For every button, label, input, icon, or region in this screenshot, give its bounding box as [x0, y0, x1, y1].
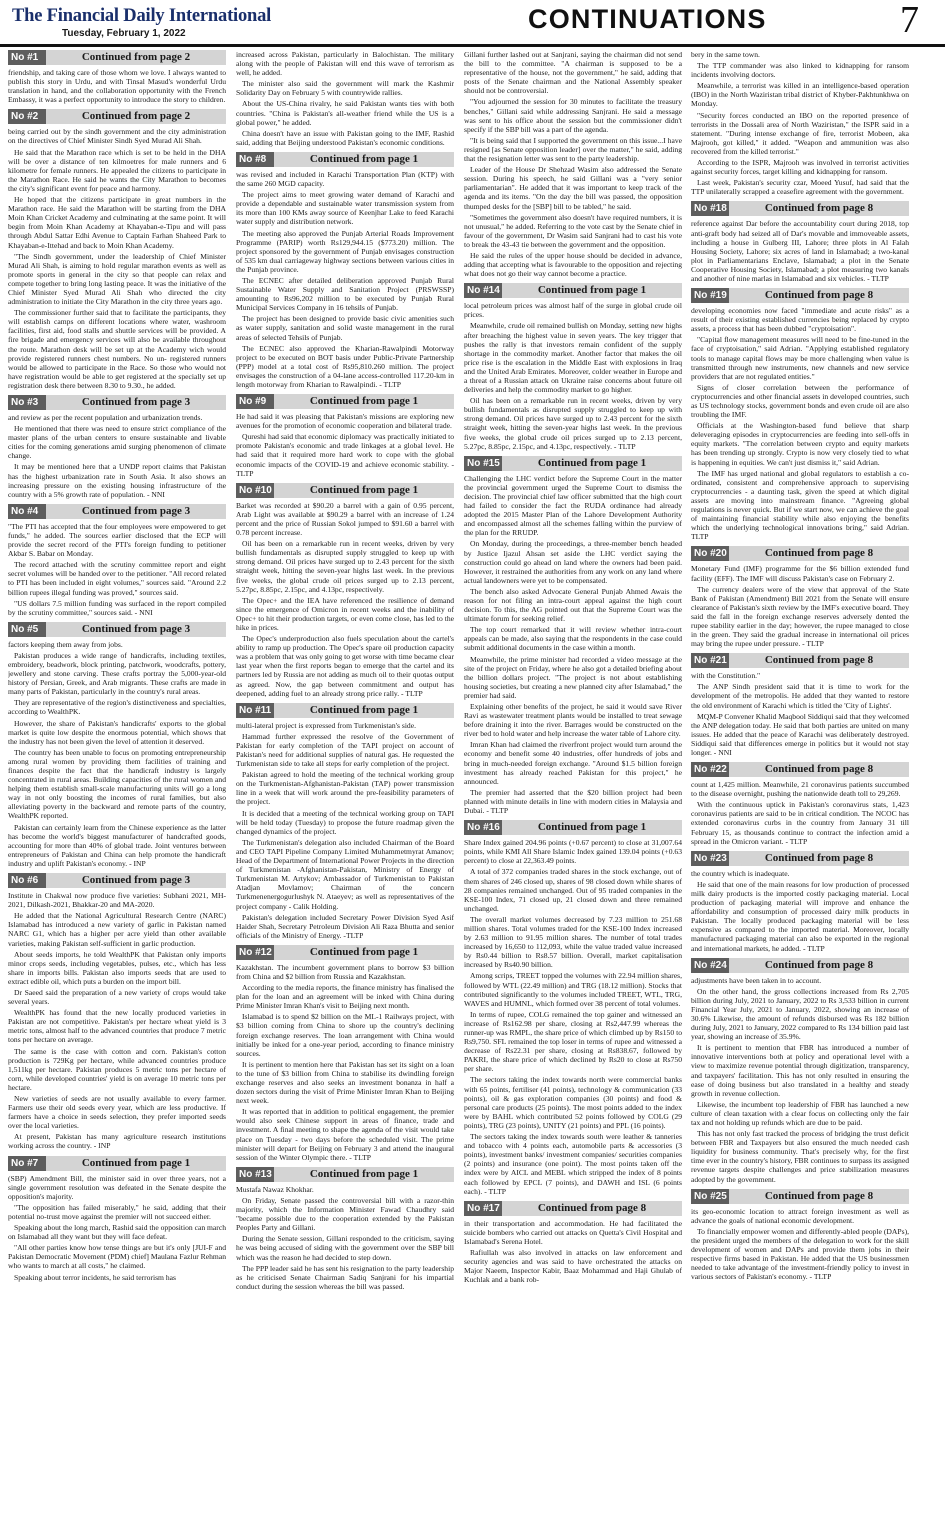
- story-title: Continued from page 1: [502, 283, 682, 298]
- story-number: No #11: [236, 703, 274, 718]
- story-paragraph: He had said it was pleasing that Pakistan's missions are exploring new avenues for the promotion of economic cooperation and bilateral trade.: [236, 412, 454, 431]
- story-paragraph: The ECNEC after detailed deliberation approved Punjab Rural Sustainable Water Supply and Sanitation Project (PRSWSSP) amounting to Rs96,202 million to be executed by Punjab Rural Municipal Services Company in 16 tehsils of Punjab.: [236, 275, 454, 313]
- story-paragraph: It is pertinent to mention here that Pakistan has set its sight on a loan to the tune of $3 billion from China to stabilise its dwindling foreign exchange reserves and also seeks an investment bonanza in half a dozen sectors during the visit of Prime Minister Imran Khan to Beijing next week.: [236, 1059, 454, 1106]
- story-paragraph: Monetary Fund (IMF) programme for the $6 billion extended fund facility (EFF). The IMF will discuss Pakistan's case on February 2.: [691, 564, 909, 583]
- news-story: [691, 201, 909, 283]
- story-paragraph: He hoped that the citizens participate in great numbers in the Marathon race. He said the Marathon will be starting from the DHA Moin Khan Cricket Academy and culminating at the same point. It will begin from Moin Khan Academy at Khayaban-e-Tipu and will pass through Abdul Sattar Edhi Avenue to Captain Farhan Shaheed Park to Khayaban-e-Ittehad and back to Moin Khan Academy.: [8, 195, 226, 250]
- news-story: [236, 483, 454, 698]
- story-title: Continued from page 1: [274, 1167, 454, 1182]
- story-paragraph: The project aims to meet growing water demand of Karachi and provide a dependable and sustainable water transmission system from its more than 100 KMs away source of Keenjhar Lake to feed Karachi water supply and distribution network.: [236, 190, 454, 227]
- story-title: Continued from page 8: [729, 1189, 909, 1204]
- story-paragraph: The premier had asserted that the $20 billion project had been planned with minute details in line with modern cities in Malaysia and Dubai. - TLTP: [464, 787, 682, 816]
- story-number: No #24: [691, 958, 729, 973]
- story-paragraph: local petroleum prices was almost half of the surge in global crude oil prices.: [464, 301, 682, 320]
- story-paragraph: On Friday, Senate passed the controversial bill with a razor-thin majority, which the Information Minister Fawad Chaudhry said "became possible due to the cooperation extended by the Pakistan Peoples Party and Gillani.: [236, 1195, 454, 1233]
- page-number: 7: [900, 0, 919, 41]
- story-paragraph: The ECNEC also approved the Kharian-Rawalpindi Motorway project to be executed on BOT basis under Public-Private Partnership (PPP) model at a total cost of Rs95,810.260 million. The project envisages the construction of a 04-lane access-controlled 117.20-km in length motorway from Kharian to Rawalpindi. - TLTP: [236, 343, 454, 389]
- story-paragraph: "The PTI has accepted that the four employees were empowered to get funds," he added. The sources earlier disclosed that the ECP will provide the secret record of the PTI's foreign funding to petitioner Akbar S. Babar on Monday.: [8, 521, 226, 559]
- story-paragraph: A total of 372 companies traded shares in the stock exchange, out of them shares of 246 closed up, shares of 98 closed down while shares of 28 companies remained unchanged. Out of 95 traded companies in the KSE-100 Index, 71 closed up, 21 closed down and three remained unchanged.: [464, 867, 682, 913]
- story-paragraph: "The opposition has failed miserably," he said, adding that their potential no-trust move against the premier will not succeed either.: [8, 1202, 226, 1221]
- story-title: Continued from page 2: [46, 109, 226, 124]
- story-paragraph: According to the media reports, the finance ministry has finalised the plan for the loan and an agreement will be inked with China during Prime Minister Imran Khan's visit to Beijing next month.: [236, 983, 454, 1011]
- news-story: [691, 762, 909, 846]
- news-story: [8, 50, 226, 104]
- story-paragraph: the country which is inadequate.: [691, 868, 790, 878]
- story-title: Continued from page 2: [46, 50, 226, 65]
- story-title: Continued from page 1: [274, 703, 454, 718]
- story-title: Continued from page 3: [46, 622, 226, 637]
- story-paragraph: The same is the case with cotton and corn. Pakistan's cotton production is 729Kg per hectare, while advanced countries produce 1,511kg per hectare. Pakistan produces 5 metric tons per hectare of corn, while developed countries' yield is on average 10 metric tons per hectare.: [8, 1046, 226, 1092]
- story-paragraph: New varieties of seeds are not usually available to every farmer. Farmers use their old seeds every year, which are less productive. If farmers have a choice in seeds selection, they prefer imported seeds over the local varieties.: [8, 1094, 226, 1131]
- story-paragraph: Explaining other benefits of the project, he said it would save River Ravi as wastewater treatment plants would be installed to treat sewage before draining it into the river. Barrages would be constructed on the river bed to hold water and help increase the water table of Lahore city.: [464, 702, 682, 739]
- story-paragraph: Pakistan's delegation included Secretary Power Division Syed Asif Haider Shah, Secretary Petroleum Division Ali Raza Bhutta and senior officials of the Ministry of Energy. -TLTP: [236, 912, 454, 940]
- story-paragraph: Pakistan produces a wide range of handicrafts, including textiles, embroidery, beadwork, block printing, patchwork, woodcrafts, pottery, jewellery and stone carving. These crafts portray the 5,000-year-old history of Persian, Greek, and Arab migrants. These crafts are made in many parts of Pakistan, particularly in the country's rural areas.: [8, 650, 226, 697]
- story-header: [236, 394, 454, 409]
- story-paragraph: Imran Khan had claimed the riverfront project would turn around the economy and benefit some 40 industries, offer hundreds of jobs and bring in much-needed foreign exchange. "Around $1.5 billion foreign investment has already reached Pakistan for this project," he announced.: [464, 740, 682, 786]
- story-paragraph: With the continuous uptick in Pakistan's coronavirus stats, 1,423 coronavirus patients are said to be in critical condition. The NCOC has extended coronavirus curbs in the country from January 31 till February 15, as thousands continue to contract the infection amid a spread in the Omicron variant. - TLTP: [691, 800, 909, 846]
- story-paragraph: Last week, Pakistan's security czar, Moeed Yusuf, had said that the TTP unilaterally scrapped a ceasefire agreement with the government.: [691, 178, 909, 197]
- story-paragraph: The currency dealers were of the view that approval of the State Bank of Pakistan (Amendment) Bill 2021 from the Senate will ensure clearance of Pakistan's sixth review by the IMF's executive board. They said the fall in the foreign exchange reserves adversely dented the rupee stability earlier in the day; however, the rupee managed to close in the green. They said the gradual increase in international oil prices may bring the rupee under pressure. - TLTP: [691, 584, 909, 649]
- story-header: [464, 820, 682, 835]
- column-3: [464, 50, 682, 1526]
- story-number: No #22: [691, 762, 729, 777]
- story-number: No #18: [691, 201, 729, 216]
- story-paragraph: (SBP) Amendment Bill, the minister said in over three years, not a single government resolution was defeated in the Senate despite the opposition's majority.: [8, 1173, 226, 1201]
- news-story: [8, 109, 226, 390]
- column-4: [691, 50, 909, 1526]
- news-story: [691, 653, 909, 757]
- story-number: No #9: [236, 394, 274, 409]
- story-paragraph: The PPP leader said he has sent his resignation to the party leadership as he criticised Senate Chairman Sadiq Sanjrani for his impartial conduct during the session whereas the bill was passed.: [236, 1263, 454, 1291]
- story-number: No #17: [464, 1201, 502, 1216]
- story-number: No #16: [464, 820, 502, 835]
- story-title: Continued from page 1: [502, 820, 682, 835]
- story-title: Continued from page 3: [46, 504, 226, 519]
- story-paragraph: Rafiullah was also involved in attacks on law enforcement and security agencies and was said to have orchestrated the attacks on Major Naeem, Inspector Kabir, Baaz Mohammad and Haji Ghulab of Kuchlak and a bank rob-: [464, 1247, 682, 1285]
- story-number: No #8: [236, 152, 274, 167]
- story-paragraph: The meeting also approved the Punjab Arterial Roads Improvement Programme (PARIP) worth Rs129,944.15 ($773.20) million. The project sponsored by the government of Punjab envisages construction of 535 km dual carriageway highway sections between various cities in the Punjab province.: [236, 228, 454, 274]
- story-paragraph: The top court remarked that it will review whether intra-court appeals can be made, also saying that the respondents in the case could submit additional documents in the case within a month.: [464, 625, 682, 653]
- story-title: Continued from page 8: [729, 288, 909, 303]
- masthead: [0, 0, 945, 44]
- story-paragraph: WealthPK has found that the new locally produced varieties in Pakistan are not competitive. Pakistan's per hectare wheat yield is 3 metric tons, almost half to the advanced countries that produce 7 metric tons per hectare on average.: [8, 1008, 226, 1045]
- story-header: [8, 873, 226, 888]
- story-paragraph: Pakistan can certainly learn from the Chinese experience as the latter has become the world's biggest manufacturer of handcrafted goods, accounting for more than 40% of global trade. Joint ventures between entrepreneurs of Pakistan and China can help promote the handicraft industry and uplift Pakistan's economy. - INP: [8, 822, 226, 868]
- story-paragraph: Gillani further lashed out at Sanjrani, saying the chairman did not send the bill to the committee. "A chairman is supposed to be a representative of the house, not the government," he said, adding that posts of the Senate chairman and the National Assembly speaker should not be controversial.: [464, 50, 682, 96]
- story-paragraph: Institute in Chakwal now produce five varieties: Subhani 2021, MH-2021, Dilkash-2021, Bhakkar-20 and MA-2020.: [8, 891, 226, 910]
- story-header: [236, 945, 454, 960]
- story-paragraph: with the Constitution.": [691, 671, 761, 681]
- story-paragraph: He added that the National Agricultural Research Centre (NARC) Islamabad has introduced a new variety of garlic in Pakistan named NARC G1, which has a higher per acre yield than other available varieties, making Pakistan self-sufficient in garlic production.: [8, 911, 226, 948]
- story-header: [8, 50, 226, 65]
- story-paragraph: in their transportation and accommodation. He had facilitated the suicide bombers who carried out attacks on Quetta's Civil Hospital and Islamabad's Serena Hotel.: [464, 1218, 682, 1246]
- news-story: [464, 820, 682, 1196]
- story-title: Continued from page 1: [502, 456, 682, 471]
- story-paragraph: At present, Pakistan has many agriculture research institutions working across the country. - INP: [8, 1132, 226, 1151]
- story-paragraph: "The Sindh government, under the leadership of Chief Minister Murad Ali Shah, is aiming to hold regular marathon events as well as promote sports in general in the city so that people can relax and compete together to bring long lasting peace. It was the initiative of the Chief Minister Syed Murad Ali Shah who directed the city administration to initiate the City Marathon in the city three years ago.: [8, 251, 226, 307]
- story-paragraph: "Sometimes the government also doesn't have required numbers, it is not unusual," he added. Referring to the vote cast by the Senate chief in favour of the government, Dr Wasim said Sanjrani had to cast his vote to break the 43-43 tie between the government and the opposition.: [464, 212, 682, 249]
- story-paragraph: He said that one of the main reasons for low production of processed milk dairy products is the imported costly packaging material. Local production of packaging material will improve and enhance the affordability and consumption of processed dairy milk products in Pakistan. The locally produced packaging material will be less expensive as compared to the imported material. Moreover, locally manufactured packaging material can also be exported in the regional and international markets, he added. - TLTP: [691, 879, 909, 953]
- story-paragraph: Likewise, the incumbent top leadership of FBR has launched a new culture of clean taxation with a clear focus on collecting only the fair tax and not holding up refunds which are due to be paid.: [691, 1099, 909, 1127]
- story-number: No #10: [236, 483, 274, 498]
- story-header: [8, 622, 226, 637]
- news-story: [8, 622, 226, 868]
- story-paragraph: "It is being said that I supported the government on this issue...I have resigned [as Senate opposition leader] over the matter," he said, adding that the resignation letter was sent to the party leadership.: [464, 135, 682, 164]
- story-title: Continued from page 8: [729, 958, 909, 973]
- story-paragraph: He said that the Marathon race which is set to be held in the DHA will be over a distance of ten kilmoetres for male runners and 6 kilometre for female runners. He appealed the citizens to participate in the Marathon Race. He said he wants the City Marathon to becomes the city's significant event for peace and harmony.: [8, 147, 226, 193]
- news-story: [691, 958, 909, 1184]
- news-story: [8, 395, 226, 499]
- story-paragraph: bery in the same town.: [691, 50, 760, 59]
- story-paragraph: He mentioned that there was need to ensure strict compliance of the master plans of the urban centers to ensure sustainable and livable cities for the coming generations amid surging phenomenon of climate change.: [8, 424, 226, 461]
- story-paragraph: The Turkmenistan's delegation also included Chairman of the Board and CEO TAPI Pipeline Company Limited Muhammetmyrat Amanov; Head of the Department of International Power Projects in the direction of Turkmenistan -Afghanistan-Pakistan, Ministry of Energy of Turkmenistan M. Artykov; Ambassador of Turkmenistan to Pakistan Atadjan Movlamov; Chairman of the concern Turkmenenergogurlushyk N. Ataeyev; as well as representatives of the project company - Calik Holding.: [236, 837, 454, 911]
- news-story: [464, 456, 682, 815]
- column-1: [8, 50, 226, 1526]
- story-header: [691, 958, 909, 973]
- story-number: No #20: [691, 546, 729, 561]
- story-header: [236, 483, 454, 498]
- news-story: [236, 945, 454, 1162]
- story-title: Continued from page 8: [729, 762, 909, 777]
- story-paragraph: The record attached with the scrutiny committee report and eight secret volumes will be handed over to the petitioner. "All record related to PTI has been included in eight volumes," sources said. "Around 2.2 billion rupees illegal funding was proved," sources said.: [8, 560, 226, 597]
- news-story: [691, 50, 909, 196]
- story-title: Continued from page 8: [729, 851, 909, 866]
- story-title: Continued from page 8: [729, 546, 909, 561]
- story-paragraph: Speaking about the long march, Rashid said the opposition can march on Islamabad all they want but they will face defeat.: [8, 1223, 226, 1242]
- story-paragraph: "You adjourned the session for 30 minutes to facilitate the treasury benches," Gillani said while addressing Sanjrani. He said a message was sent to his office about the session but the commissioner didn't specify if the SBP bill was a part of the agenda.: [464, 97, 682, 134]
- story-title: Continued from page 1: [274, 394, 454, 409]
- story-title: Continued from page 1: [46, 1156, 226, 1171]
- story-title: Continued from page 8: [729, 653, 909, 668]
- story-paragraph: being carried out by the sindh government and the city administration on the directives of Chief Minister Sindh Syed Murad Ali Shah.: [8, 127, 226, 146]
- story-paragraph: About the US-China rivalry, he said Pakistan wants ties with both countries. "China is Pakistan's all-weather friend while the US is a global power," he added.: [236, 99, 454, 127]
- story-header: [691, 762, 909, 777]
- story-paragraph: On Monday, during the proceedings, a three-member bench headed by Justice Ijazul Ahsan set aside the LHC verdict saying the construction could go ahead on land where the owners had been paid. However, it restrained the authorities from any work on any land where actual landowners were yet to be compensated.: [464, 539, 682, 585]
- news-story: [691, 851, 909, 953]
- story-header: [691, 201, 909, 216]
- story-number: No #15: [464, 456, 502, 471]
- story-number: No #6: [8, 873, 46, 888]
- story-paragraph: MQM-P Convener Khalid Maqbool Siddiqui said that they welcomed the ANP delegation today. He said that both parties are united on many issues. He added that the peace of Karachi was deliberately destroyed. Siddiqui said that differences emerge in politics but it would not stay longer. - NNI: [691, 711, 909, 757]
- story-number: No #5: [8, 622, 46, 637]
- story-paragraph: Share Index gained 204.96 points (+0.67 percent) to close at 31,007.64 points, while KMI All Share Islamic Index gained 139.04 points (+0.63 percent) to close at 22,363.49 points.: [464, 838, 682, 866]
- story-header: [464, 1201, 682, 1216]
- story-number: No #3: [8, 395, 46, 410]
- story-paragraph: developing economies now faced "immediate and acute risks" as a result of their existing established currencies being replaced by crypto assets, a process that has been dubbed "cryptoisation".: [691, 306, 909, 334]
- story-paragraph: However, the share of Pakistan's handicrafts' exports to the global market is quite low despite the enormous potential, which shows that the industry has not been given the level of attention it deserved.: [8, 718, 226, 746]
- story-paragraph: The minister also said the government will mark the Kashmir Solidarity Day on February 5 with countrywide rallies.: [236, 79, 454, 98]
- story-paragraph: Dr Saeed said the preparation of a new variety of crops would take several years.: [8, 987, 226, 1007]
- story-header: [236, 703, 454, 718]
- story-paragraph: The sectors taking the index towards north were commercial banks with 65 points, fertiliser (41 points), technology & communication (33 points), oil & gas exploration companies (30 points) and food & personal care products (25 points). The most points added to the index were by BAHL which contributed 52 points followed by COLG (29 points), TRG (23 points), UNITY (21 points) and PPL (16 points).: [464, 1075, 682, 1130]
- news-story: [691, 546, 909, 648]
- story-paragraph: It is decided that a meeting of the technical working group on TAPI will be held today (Tuesday) to propose the future roadmap given the changed dynamics of the project.: [236, 808, 454, 836]
- story-paragraph: Speaking about terror incidents, he said terrorism has: [14, 1272, 176, 1282]
- story-number: No #4: [8, 504, 46, 519]
- story-paragraph: "Security forces conducted an IBO on the reported presence of terrorists in the Dossali area of North Waziristan," the ISPR said in a statement. "During intense exchange of fire, terrorist Mobeen, aka Majrooh, got killed," it added. "Weapon and ammunition was also recovered from the killed terrorist.": [691, 110, 909, 156]
- story-number: No #2: [8, 109, 46, 124]
- story-paragraph: factors keeping them away from jobs.: [8, 639, 123, 649]
- story-paragraph: In terms of rupee, COLG remained the top gainer and witnessed an increase of Rs162.98 per share, closing at Rs2,447.99 whereas the runner-up was RMPL, the share price of which climbed up by Rs150 to Rs9,750. SFL remained the top loser in terms of rupee and witnessed a decrease of Rs22.31 per share, closing at Rs838.67, followed by PAKRI, the share price of which declined by Rs20 to close at Rs750 per share.: [464, 1009, 682, 1074]
- story-header: [464, 456, 682, 471]
- story-paragraph: increased across Pakistan, particularly in Balochistan. The military along with the people of Pakistan will end this wave of terrorism as well, he added.: [236, 50, 454, 78]
- story-paragraph: Hammad further expressed the resolve of the Government of Pakistan for early completion of the TAPI project on account of Pakistan's need for additional supplies of natural gas. He requested the Turkmenistan side to take all steps for early completion of the project.: [236, 731, 454, 769]
- paper-name: The Financial Daily International: [12, 6, 272, 26]
- masthead-rule: [0, 44, 945, 47]
- story-paragraph: Mustafa Nawaz Khokhar.: [236, 1184, 314, 1194]
- story-paragraph: This has not only fast tracked the process of bridging the trust deficit between FBR and Taxpayers but also ensured the much needed cash liquidity for business community. That's precisely why, for the first time ever in the country's history, FBR continues to surpass its assigned revenue targets despite challenges and price stabilization measures adopted by the government.: [691, 1129, 909, 1184]
- story-paragraph: Qureshi had said that economic diplomacy was practically initiated to promote Pakistan's economic and trade linkages at a global level. He had said that it required more hard work to cope with the global economic impacts of the COVID-19 and achieve economic stability. - TLTP: [236, 432, 454, 478]
- story-paragraph: It is pertinent to mention that FBR has introduced a number of innovative interventions both at policy and operational level with a view to maximize revenue potential through digitization, transparency, and taxpayers' facilitation. This has not only resulted in ensuring the ease of doing business but also translated in a healthy and steady growth in revenue collection.: [691, 1043, 909, 1098]
- story-number: No #21: [691, 653, 729, 668]
- story-paragraph: Meanwhile, the prime minister had recorded a video message at the site of the project on Friday, where he also got a detailed briefing about the billion dollars project. "The project is not about establishing housing societies, but creating a new planned city after Islamabad," the premier had said.: [464, 654, 682, 700]
- issue-date: Tuesday, February 1, 2022: [62, 28, 186, 39]
- masthead-left: [12, 6, 272, 39]
- story-paragraph: Among scrips, TREET topped the volumes with 22.94 million shares, followed by WTL (22.49 million) and TRG (18.12 million). Stocks that contributed significantly to the volumes included TREET, WTL, TRG, WAVES and HUMNL, which formed over 38 percent of total volumes.: [464, 971, 682, 1008]
- news-story: [464, 1201, 682, 1285]
- story-paragraph: The IMF has urged national and global regulators to establish a co-ordinated, consistent and comprehensive approach to supervising cryptocurrencies - a daunting task, given the speed at which digital assets are moving into mainstream finance. "Agreeing global regulations is never quick. But if we start now, we can achieve the goal of maintaining financial stability while also enjoying the benefits which the underlying technological innovations bring," said Adrian. TLTP: [691, 468, 909, 542]
- story-paragraph: The commissioner further said that to facilitate the participants, they will establish camps on different locations where water, washroom facilities, first aid, food stalls and shuttle services will be provided. A fire brigade and emergency services will also be available throughout the route. Marathon desk will be set up at the Academy wich would provide registered runners chest numbers. No un- registered runners would be allowed to participate in the Race. So those who would not have registration would be able to get registered at the specially set up registration desk there between 8.30 to 9.30., he added.: [8, 308, 226, 390]
- news-story: [236, 394, 454, 478]
- story-paragraph: "All other parties know how tense things are but it's only [JUI-F and Pakistan Democratic Movement (PDM) chief] Maulana Fazlur Rehman who wants to march at all costs," he claimed.: [8, 1243, 226, 1271]
- story-paragraph: Kazakhstan. The incumbent government plans to borrow $3 billion from China and $2 billion from Russia and Kazakhstan.: [236, 962, 454, 981]
- story-paragraph: reference against Dar before the accountability court during 2018, top anti-graft body had seized all of Dar's movable and immoveable assets, including a house in Gulberg III, Lahore; three plots in Al Falah Housing Society, Lahore; six acres of land in Islamabad; a two-kanal plot in Parliamentarians Enclave, Islamabad; a plot in the Senate Cooperative Housing Society, Islamabad; a plot measuring two kanals and another of nine marlas in Islamabad and six vehicles. - TLTP: [691, 219, 909, 283]
- story-number: No #12: [236, 945, 274, 960]
- story-title: Continued from page 8: [502, 1201, 682, 1216]
- news-story: [236, 50, 454, 147]
- news-story: [236, 152, 454, 389]
- story-title: Continued from page 1: [274, 945, 454, 960]
- news-story: [691, 1189, 909, 1282]
- story-paragraph: Islamabad is to spend $2 billion on the ML-1 Railways project, with $3 billion coming from China to shore up the country's declining foreign exchange reserves. The loan arrangement with China would initially be inked for a one-year period, according to finance ministry sources.: [236, 1012, 454, 1058]
- columns-container: [8, 50, 938, 1528]
- story-paragraph: count at 1,425 million. Meanwhile, 21 coronavirus patients succumbed to the disease overnight, pushing the nationwide death toll to 29,269.: [691, 780, 909, 799]
- story-paragraph: To financially empower women and differently-abled people (DAPs), the president urged the members of the delegation to work for the skill development of women and DAPs and provide them jobs in their respective firms based in Pakistan. He added that the US businessmen needed to take advantage of the investment-friendly policy to invest in various sectors of Pakistan's economy. - TLTP: [691, 1226, 909, 1282]
- story-paragraph: Leader of the House Dr Shehzad Wasim also addressed the Senate session. During his speech, he said Gillani was a "very senior parliamentarian". He added that it was important to keep track of the agenda and its items. "On the day the bill was passed, the opposition thumped desks for the [SBP] bill to be tabled," he said.: [464, 165, 682, 211]
- story-paragraph: Oil has been on a remarkable run in recent weeks, driven by very bullish fundamentals as disrupted supply struggled to keep up with strong demand. Oil prices have surged up to 2.43 percent for the sixth straight week, hitting the seven-year highs last week. In the previous five weeks, the global crude oil prices surged up to 2.13 percent, 5.27pc, 8.85pc, 2.15pc, and 4.13pc, respectively. - TLTP: [464, 396, 682, 451]
- story-paragraph: It was reported that in addition to political engagement, the premier would also seek Chinese support in areas of finance, trade and investment. A final meeting to shape the agenda of the visit would take place on Tuesday - two days before the scheduled visit. The prime minister will depart for Beijing on February 3 and attend the inaugural session of the Winter Olympic there. - TLTP: [236, 1107, 454, 1162]
- story-header: [464, 283, 682, 298]
- story-title: Continued from page 3: [46, 873, 226, 888]
- story-number: No #13: [236, 1167, 274, 1182]
- story-paragraph: adjustments have been taken in to account.: [691, 975, 822, 985]
- news-story: [236, 1167, 454, 1291]
- story-paragraph: About seeds imports, he told WealthPK that Pakistan only imports minor crops seeds, including vegetables, pulses, etc., which has less share in imports bills. Pakistan also imports seeds that are used to extract edible oil, which puts a burden on the import bill.: [8, 949, 226, 986]
- story-paragraph: Officials at the Washington-based fund believe that sharp deleveraging episodes in cryptocurrencies are feeding into sell-offs in equity markets. "The correlation between crypto and equity markets has been trending up strongly. Crypto is now very closely tied to what is happening in equities. We can't just dismiss it," said Adrian.: [691, 421, 909, 467]
- story-header: [8, 1156, 226, 1171]
- story-paragraph: friendship, and taking care of those whom we love. I always wanted to publish this story in Urdu, and with Tinsal Masud's wonderful Urdu translation in hand, and the collaboration opportunity with the French Embassy, it was a perfect opportunity to introduce the story to children.: [8, 68, 226, 105]
- story-paragraph: The bench also asked Advocate General Punjab Ahmed Awais the reason for not filing an intra-court appeal against the high court decision. To this, the AG pointed out that the Supreme Court was the ultimate forum for seeking relief.: [464, 586, 682, 624]
- story-title: Continued from page 1: [274, 483, 454, 498]
- story-paragraph: was revised and included in Karachi Transportation Plan (KTP) with the same 260 MGD capacity.: [236, 169, 454, 189]
- story-paragraph: The overall market volumes decreased by 7.23 million to 251.68 million shares. Total volumes traded for the KSE-100 Index increased by 2.63 million to 91.95 million shares. The number of total trades increased by 16,650 to 112,093, while the value traded value increased by Rs0.44 billion to Rs8.57 billion. Overall, market capitalisation increased by Rs40.90 billion.: [464, 914, 682, 970]
- news-story: [236, 703, 454, 940]
- story-paragraph: multi-lateral project is expressed from Turkmenistan's side.: [236, 720, 416, 730]
- story-header: [691, 1189, 909, 1204]
- story-paragraph: "US dollars 7.5 million funding was surfaced in the report compiled by the scrutiny committee," sources said. - NNI: [8, 598, 226, 617]
- column-2: [236, 50, 454, 1526]
- news-story: [464, 50, 682, 278]
- story-paragraph: They are representative of the region's distinctiveness and specialties, according to WealthPK.: [8, 698, 226, 717]
- story-paragraph: According to the ISPR, Majrooh was involved in terrorist activities against security forces, target killing and kidnapping for ransom.: [691, 158, 909, 177]
- story-number: No #25: [691, 1189, 729, 1204]
- story-title: Continued from page 1: [274, 152, 454, 167]
- news-story: [8, 1156, 226, 1282]
- story-paragraph: Signs of closer correlation between the performance of cryptocurrencies and other financial assets in developed countries, such as US technology stocks, government bonds and even crude oil are also troubling the IMF.: [691, 382, 909, 420]
- story-paragraph: The Opec+ and the IEA have referenced the resilience of demand since the emergence of Omicron in recent weeks and the inability of Opec+ to hit their production targets, or even come close, has led to the hike in prices.: [236, 595, 454, 632]
- story-paragraph: It may be mentioned here that a UNDP report claims that Pakistan has the highest urbanization rate in South Asia. It also shows an increasing pressure on the existing housing infrastructure of the country with a 5% growth rate of population. - NNI: [8, 462, 226, 499]
- story-paragraph: He said the rules of the upper house should be decided in advance, adding that accepting what is favourable to the opposition and rejecting what does not go their way cannot become a practice.: [464, 250, 682, 279]
- story-number: No #23: [691, 851, 729, 866]
- story-paragraph: Challenging the LHC verdict before the Supreme Court in the matter the provincial government urged the Supreme Court to dismiss the decision. The provincial chief law officer submitted that the high court had failed to consider the fact the RUDA ordinance had already adopted the 2015 Master Plan of the Lahore Development Authority and encompassed almost all the schemes falling within the purview of the plan for the RRUDP.: [464, 473, 682, 538]
- story-paragraph: The project has been designed to provide basic civic amenities such as water supply, sanitation and solid waste management in the rural areas of selected Tehsils of Punjab.: [236, 314, 454, 342]
- story-header: [691, 653, 909, 668]
- story-paragraph: Oil has been on a remarkable run in recent weeks, driven by very bullish fundamentals as disrupted supply struggled to keep up with strong demand. Oil prices have surged up to 2.43 percent for the sixth straight week, hitting the seven-year highs last week. In the previous five weeks, the global crude oil prices surged up to 2.13 percent, 5.27pc, 8.85pc, 2.15pc, and 4.13pc, respectively.: [236, 539, 454, 594]
- news-story: [691, 288, 909, 541]
- story-header: [8, 395, 226, 410]
- story-paragraph: China doesn't have an issue with Pakistan going to the IMF, Rashid said, adding that Beijing understood Pakistan's economic conditions.: [236, 128, 454, 147]
- story-paragraph: The ANP Sindh president said that it is time to work for the development of the metropolis. He added that they wanted to restore the old environment of Karachi which is titled the 'City of Lights'.: [691, 682, 909, 710]
- story-paragraph: Meanwhile, a terrorist was killed in an intelligence-based operation (IBO) in the North Waziristan tribal district of Khyber-Pakhtunkhwa on Monday.: [691, 81, 909, 109]
- story-number: No #7: [8, 1156, 46, 1171]
- story-number: No #14: [464, 283, 502, 298]
- story-paragraph: The sectors taking the index towards south were leather & tanneries and tobacco with 4 points each, automobile parts & accessories (3 points), investment banks/ investment companies/ securities companies (2 points) and insurance (one point). The most points taken off the index were by AICL and MEBL which stripped the index of 8 points each followed by EPCL (7 points), and DAWH and ISL (6 points each). - TLTP: [464, 1132, 682, 1196]
- story-paragraph: Meanwhile, crude oil remained bullish on Monday, setting new highs after breaching the highest value in seven years. The key trigger that pushes the rally is that investors remain confident of the supply shortage in the commodity market. Another factor that makes the oil price rise is the escalation in the Middle East with explosions in Iraq and the United Arab Emirates. Moreover, colder weather in Europe and a threat of a Russian attack on Ukraine raise concerns about future oil deliveries and help the commodity market to go higher.: [464, 321, 682, 395]
- story-paragraph: and review as per the recent population and urbanization trends.: [8, 413, 203, 422]
- story-header: [236, 1167, 454, 1182]
- story-header: [8, 504, 226, 519]
- story-paragraph: On the other hand, the gross collections increased from Rs 2,705 billion during July, 2021 to January, 2022 to Rs 3,533 billion in current Financial Year July, 2021 to January, 2022, showing an increase of 30.6% Likewise, the amount of refunds disbursed was Rs 182 billion during July, 2021 to January, 2022 compared to Rs 134 billion paid last year, showing an increase of 35.9%.: [691, 986, 909, 1042]
- story-number: No #1: [8, 50, 46, 65]
- story-paragraph: Barket was recorded at $90.20 a barrel with a gain of 0.95 percent, Arab Light was available at $90.29 a barrel with an increase of 1.24 percent and the price of Russian Sokol jumped to $91.60 a barrel with 0.78 percent increase.: [236, 500, 454, 538]
- story-title: Continued from page 3: [46, 395, 226, 410]
- story-paragraph: The country has been unable to focus on promoting entrepreneurship among rural women by providing them facilities of training and finances despite the fact that the handicraft industry is largely concentrated in rural areas. Building capacities of the rural women and helping them establish small-scale manufacturing units will go a long way in not only boosting the incomes of rural families, but also alleviating poverty in the backward and remote parts of the country, WealthPK reported.: [8, 747, 226, 821]
- news-story: [8, 873, 226, 1151]
- story-header: [236, 152, 454, 167]
- story-header: [691, 851, 909, 866]
- story-paragraph: Pakistan agreed to hold the meeting of the technical working group on the Turkmenistan-Afghanistan-Pakistan (TAP) power transmission line in a week that will work around the pre-feasibility parameters of the project.: [236, 770, 454, 807]
- section-title: CONTINUATIONS: [528, 4, 767, 34]
- story-title: Continued from page 8: [729, 201, 909, 216]
- story-paragraph: During the Senate session, Gillani responded to the criticism, saying he was being accused of siding with the government over the SBP bill which was the reason he had decided to step down.: [236, 1234, 454, 1262]
- story-paragraph: "Capital flow management measures will need to be fine-tuned in the face of cryptoisation," said Adrian. "Applying established regulatory tools to manage capital flows may be more challenging when value is transmitted through new instruments, new channels and new service providers that are not regulated entities.": [691, 335, 909, 381]
- story-paragraph: The TTP commander was also linked to kidnapping for ransom incidents involving doctors.: [691, 61, 909, 80]
- story-paragraph: its geo-economic location to attract foreign investment as well as advance the goals of national economic development.: [691, 1206, 909, 1225]
- story-header: [691, 288, 909, 303]
- story-number: No #19: [691, 288, 729, 303]
- story-header: [8, 109, 226, 124]
- story-paragraph: The Opec's underproduction also fuels speculation about the cartel's ability to ramp up production. The Opec's spare oil production capacity was a problem that was only going to get worse with time became clear last year when the first reports began to emerge that the cartel and its partners led by Russia are not adding as much oil to their quotas output as agreed. Now, the gap between commitment and output has deepened, adding fuel to an already strong price rally. - TLTP: [236, 634, 454, 698]
- story-header: [691, 546, 909, 561]
- news-story: [464, 283, 682, 451]
- news-story: [8, 504, 226, 617]
